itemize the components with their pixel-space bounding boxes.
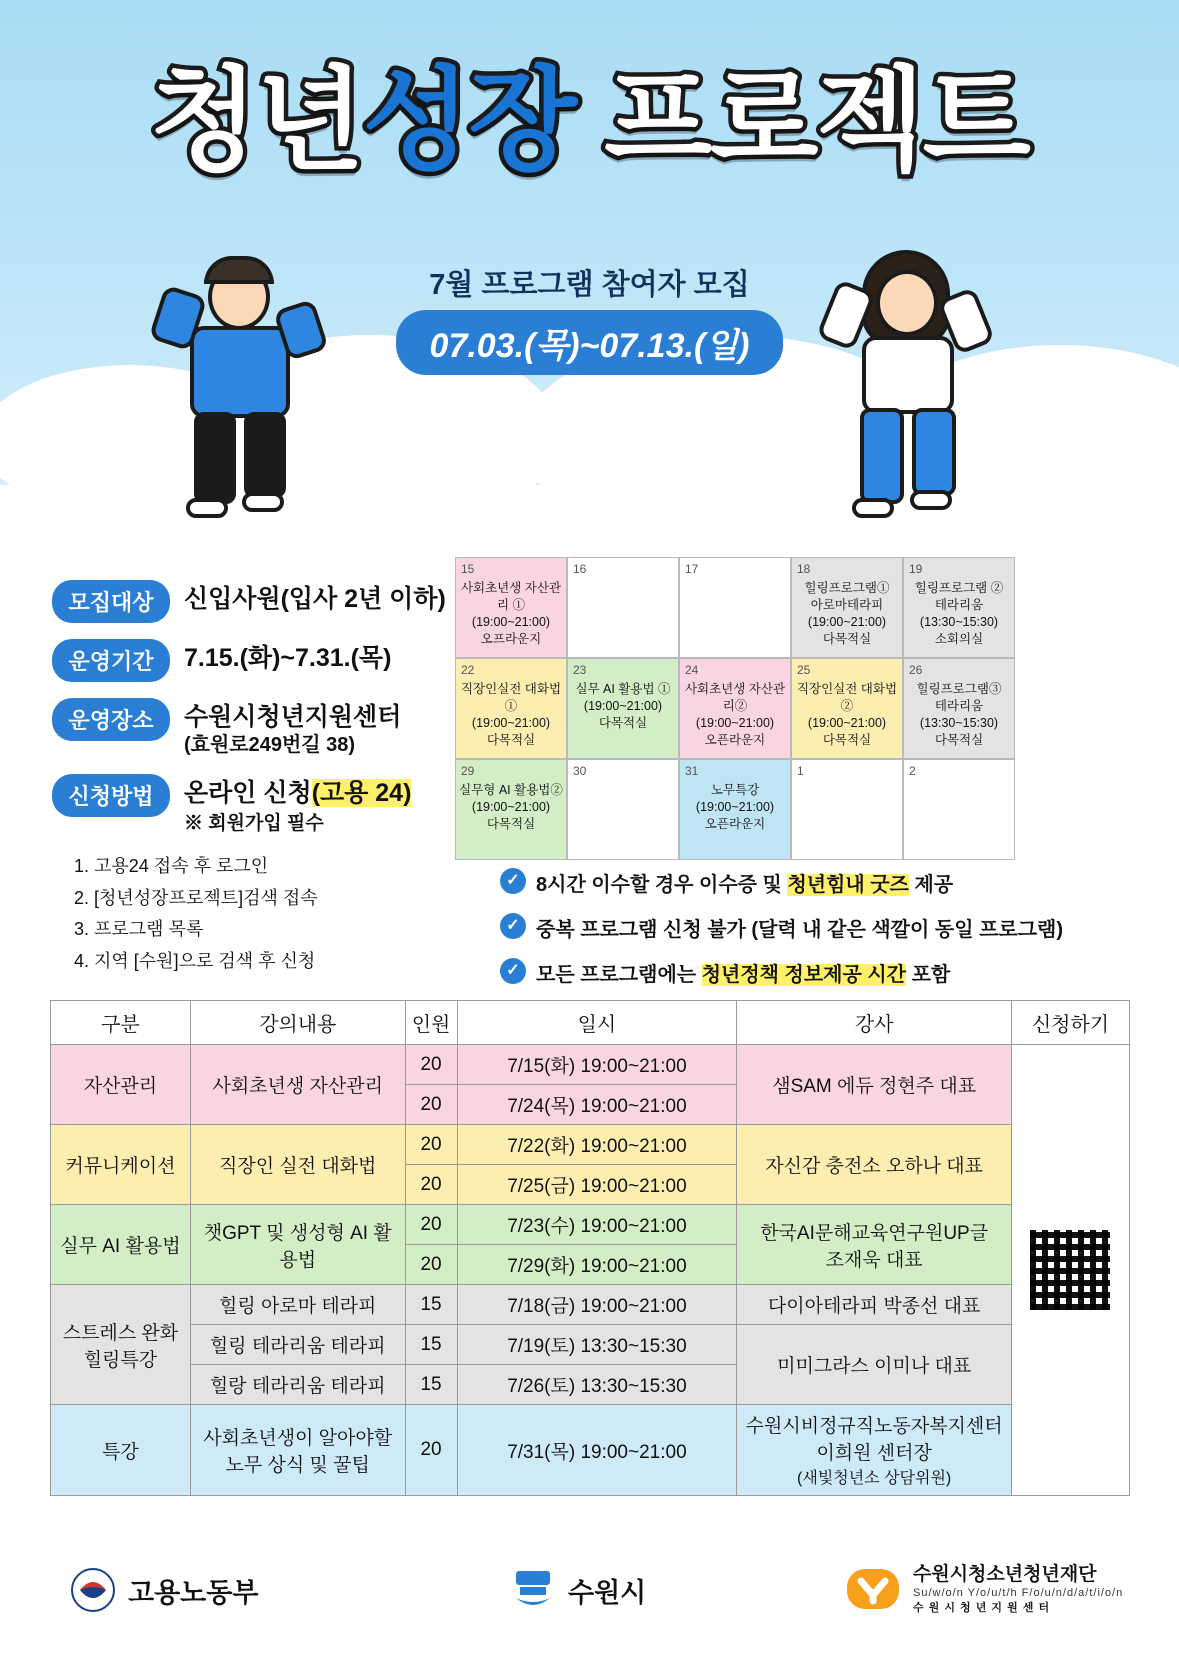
table-row	[51, 1325, 1130, 1365]
calendar-day-cell	[791, 658, 903, 759]
calendar-event-line: 실무형 AI 활용법②	[459, 783, 563, 797]
calendar-event-line: 실무 AI 활용법 ①	[575, 682, 671, 696]
apply-step: 3. 프로그램 목록	[74, 919, 204, 940]
calendar-day-number: 24	[685, 663, 699, 677]
logo-youth-center	[845, 1561, 1123, 1617]
calendar-event-line: 힐링프로그램 ②	[914, 581, 1004, 595]
program-calendar	[455, 557, 1127, 860]
table-row	[51, 1405, 1130, 1496]
calendar-event-line: (19:00~21:00)	[583, 698, 663, 713]
cell-content: 사회초년생이 알아야할 노무 상식 및 꿀팁	[190, 1405, 405, 1496]
calendar-day-cell	[455, 557, 567, 658]
calendar-event-line: (19:00~21:00)	[807, 715, 887, 730]
calendar-day-cell	[903, 557, 1015, 658]
cell-content: 사회초년생 자산관리	[190, 1045, 405, 1125]
info-row-place	[52, 698, 452, 758]
calendar-week-row	[455, 759, 1127, 860]
footer-logos	[0, 1561, 1179, 1645]
notice-item	[500, 958, 1140, 987]
cell-count: 20	[405, 1085, 457, 1125]
table-row	[51, 1205, 1130, 1245]
center-sub-name: 수 원 시 청 년 지 원 센 터	[913, 1601, 1051, 1614]
notice-item	[500, 868, 1140, 897]
apply-step: 1. 고용24 접속 후 로그인	[74, 856, 269, 877]
calendar-day-number: 18	[797, 562, 811, 576]
calendar-event-line: 직장인실전 대화법②	[796, 682, 898, 713]
logo-suwon	[510, 1567, 646, 1613]
calendar-day-cell	[567, 759, 679, 860]
calendar-event-line: 테라리움	[934, 597, 984, 612]
table-row	[51, 1125, 1130, 1165]
table-header-row	[51, 1001, 1130, 1045]
suwon-emblem-icon	[510, 1567, 556, 1613]
cell-count: 20	[405, 1245, 457, 1285]
calendar-day-cell	[903, 658, 1015, 759]
calendar-day-cell	[791, 759, 903, 860]
calendar-event-line: 사회초년생 자산관리②	[684, 682, 786, 713]
cell-count: 20	[405, 1165, 457, 1205]
cell-count: 15	[405, 1285, 457, 1325]
info-row-period	[52, 639, 452, 682]
cell-division: 스트레스 완화 힐링특강	[51, 1285, 191, 1405]
calendar-event-line: 힐링프로그램③	[916, 682, 1002, 696]
cell-date: 7/18(금) 19:00~21:00	[457, 1285, 737, 1325]
calendar-event-line: 다목적실	[486, 732, 536, 747]
logo-suwon-label: 수원시	[568, 1577, 647, 1608]
calendar-event-line: 테라리움	[934, 698, 984, 713]
calendar-day-number: 1	[797, 764, 804, 778]
calendar-day-number: 30	[573, 764, 587, 778]
youth-foundation-icon	[845, 1561, 901, 1617]
cell-date: 7/22(화) 19:00~21:00	[457, 1125, 737, 1165]
calendar-day-cell	[903, 759, 1015, 860]
apply-steps	[74, 851, 452, 977]
info-value-main: 수원시청년지원센터	[184, 703, 402, 731]
calendar-day-number: 31	[685, 764, 699, 778]
cell-count: 20	[405, 1205, 457, 1245]
title-word-3: 프로젝트	[604, 58, 1029, 183]
cell-count: 15	[405, 1365, 457, 1405]
info-value-highlight: (고용 24)	[311, 779, 412, 808]
calendar-event-line: 다목적실	[822, 732, 872, 747]
title-word-2: 성장	[362, 58, 575, 183]
apply-step: 2. [청년성장프로젝트]검색 접속	[74, 887, 318, 908]
logo-moel	[70, 1567, 258, 1613]
calendar-event-line: (19:00~21:00)	[471, 799, 551, 814]
calendar-week-row	[455, 557, 1127, 658]
calendar-event-line: (13:30~15:30)	[919, 715, 999, 730]
cell-content: 힐링 아로마 테라피	[190, 1285, 405, 1325]
check-icon: ✓	[500, 913, 526, 939]
tutor-note: (새빛청년소 상담위원)	[797, 1470, 952, 1487]
notice-item	[500, 913, 1140, 942]
calendar-event-line: 다목적실	[598, 715, 648, 730]
calendar-day-number: 23	[573, 663, 587, 677]
th-content: 강의내용	[190, 1001, 405, 1045]
calendar-day-cell	[567, 658, 679, 759]
calendar-event-line: 다목적실	[934, 732, 984, 747]
cell-date: 7/15(화) 19:00~21:00	[457, 1045, 737, 1085]
cell-date: 7/26(토) 13:30~15:30	[457, 1365, 737, 1405]
calendar-event-line: 오프라운지	[480, 631, 542, 646]
calendar-event-line: 힐링프로그램①	[804, 581, 890, 595]
notice-text: 모든 프로그램에는 청년정책 정보제공 시간 포함	[536, 964, 951, 986]
table-row	[51, 1285, 1130, 1325]
recruit-date-badge: 07.03.(목)~07.13.(일)	[396, 310, 784, 375]
th-date: 일시	[457, 1001, 737, 1045]
cell-date: 7/29(화) 19:00~21:00	[457, 1245, 737, 1285]
illustration-person-left	[150, 240, 350, 530]
membership-note: ※ 회원가입 필수	[184, 812, 324, 834]
moel-emblem-icon	[70, 1567, 116, 1613]
cell-count: 20	[405, 1045, 457, 1085]
apply-step: 4. 지역 [수원]으로 검색 후 신청	[74, 950, 316, 971]
calendar-event-line: 노무특강	[710, 783, 760, 797]
info-tag: 운영장소	[52, 698, 170, 741]
th-apply: 신청하기	[1011, 1001, 1129, 1045]
cell-tutor: 한국AI문해교육연구원UP글 조재욱 대표	[737, 1205, 1012, 1285]
cell-tutor: 자신감 충전소 오하나 대표	[737, 1125, 1012, 1205]
check-icon: ✓	[500, 958, 526, 984]
calendar-week-row	[455, 658, 1127, 759]
calendar-event-line: (19:00~21:00)	[471, 614, 551, 629]
apply-qr-code[interactable]	[1011, 1045, 1129, 1496]
calendar-day-number: 26	[909, 663, 923, 677]
center-name: 수원시청소년청년재단	[913, 1564, 1097, 1586]
calendar-event-line: (19:00~21:00)	[807, 614, 887, 629]
info-value-sub: (효원로249번길 38)	[184, 734, 356, 757]
program-table	[50, 1000, 1130, 1496]
calendar-event-line: 아로마테라피	[810, 597, 884, 612]
notice-text: 8시간 이수할 경우 이수증 및 청년힘내 굿즈 제공	[536, 874, 954, 896]
info-value: 신입사원(입사 2년 이하)	[184, 585, 446, 613]
calendar-event-line: 다목적실	[486, 816, 536, 831]
info-tag: 신청방법	[52, 774, 170, 817]
calendar-day-cell	[679, 557, 791, 658]
info-value	[184, 698, 401, 758]
cell-division: 커뮤니케이션	[51, 1125, 191, 1205]
notice-text: 중복 프로그램 신청 불가 (달력 내 같은 색깔이 동일 프로그램)	[536, 919, 1064, 941]
table-row	[51, 1045, 1130, 1085]
calendar-day-number: 29	[461, 764, 475, 778]
calendar-event-line: (19:00~21:00)	[471, 715, 551, 730]
center-name-en: Su/w/o/n Y/o/u/t/h F/o/u/n/d/a/t/i/o/n	[913, 1586, 1124, 1599]
page-title	[0, 58, 1179, 183]
cell-content: 힐링 테라리움 테라피	[190, 1325, 405, 1365]
calendar-event-line: 다목적실	[822, 631, 872, 646]
logo-center-text	[913, 1563, 1123, 1615]
calendar-day-cell	[567, 557, 679, 658]
calendar-event-line: 소회의실	[934, 631, 984, 646]
calendar-day-cell	[679, 759, 791, 860]
info-value	[184, 774, 411, 835]
check-icon: ✓	[500, 868, 526, 894]
title-word-1: 청년	[150, 58, 363, 183]
logo-moel-label: 고용노동부	[128, 1577, 259, 1608]
info-block	[52, 580, 452, 977]
calendar-event-line: 사회초년생 자산관리 ①	[460, 581, 562, 612]
calendar-event-line: 오픈라운지	[704, 816, 766, 831]
cell-division: 자산관리	[51, 1045, 191, 1125]
qr-code-image[interactable]	[1024, 1224, 1116, 1316]
info-row-target	[52, 580, 452, 623]
illustration-person-right	[810, 240, 1020, 530]
info-value: 7.15.(화)~7.31.(목)	[184, 644, 392, 672]
th-division: 구분	[51, 1001, 191, 1045]
calendar-day-cell	[791, 557, 903, 658]
calendar-day-number: 15	[461, 562, 475, 576]
th-tutor: 강사	[737, 1001, 1012, 1045]
cell-date: 7/19(토) 13:30~15:30	[457, 1325, 737, 1365]
info-row-apply	[52, 774, 452, 835]
calendar-day-cell	[455, 759, 567, 860]
info-value-main: 온라인 신청	[184, 779, 312, 808]
cell-content: 직장인 실전 대화법	[190, 1125, 405, 1205]
cell-date: 7/25(금) 19:00~21:00	[457, 1165, 737, 1205]
calendar-day-cell	[679, 658, 791, 759]
calendar-event-line: (13:30~15:30)	[919, 614, 999, 629]
cell-division: 특강	[51, 1405, 191, 1496]
calendar-event-line: (19:00~21:00)	[695, 715, 775, 730]
calendar-day-number: 19	[909, 562, 923, 576]
calendar-day-number: 16	[573, 562, 587, 576]
cell-date: 7/24(목) 19:00~21:00	[457, 1085, 737, 1125]
cell-tutor: 샘SAM 에듀 정현주 대표	[737, 1045, 1012, 1125]
calendar-day-number: 2	[909, 764, 916, 778]
notice-list	[500, 868, 1140, 1003]
cell-date: 7/23(수) 19:00~21:00	[457, 1205, 737, 1245]
calendar-day-number: 22	[461, 663, 475, 677]
cell-count: 20	[405, 1405, 457, 1496]
cell-tutor: 미미그라스 이미나 대표	[737, 1325, 1012, 1405]
calendar-event-line: 오픈라운지	[704, 732, 766, 747]
cell-tutor: 다이아테라피 박종선 대표	[737, 1285, 1012, 1325]
cell-content: 챗GPT 및 생성형 AI 활용법	[190, 1205, 405, 1285]
cell-count: 15	[405, 1325, 457, 1365]
calendar-event-line: (19:00~21:00)	[695, 799, 775, 814]
cell-division: 실무 AI 활용법	[51, 1205, 191, 1285]
cell-date: 7/31(목) 19:00~21:00	[457, 1405, 737, 1496]
cell-tutor: 수원시비정규직노동자복지센터 이희원 센터장 (새빛청년소 상담위원)	[737, 1405, 1012, 1496]
page-subtitle: 7월 프로그램 참여자 모집	[429, 269, 750, 301]
info-tag: 모집대상	[52, 580, 170, 623]
calendar-day-number: 17	[685, 562, 699, 576]
cell-content: 힐랑 테라리움 테라피	[190, 1365, 405, 1405]
cell-count: 20	[405, 1125, 457, 1165]
th-count: 인원	[405, 1001, 457, 1045]
calendar-day-number: 25	[797, 663, 811, 677]
info-tag: 운영기간	[52, 639, 170, 682]
calendar-day-cell	[455, 658, 567, 759]
calendar-event-line: 직장인실전 대화법①	[460, 682, 562, 713]
